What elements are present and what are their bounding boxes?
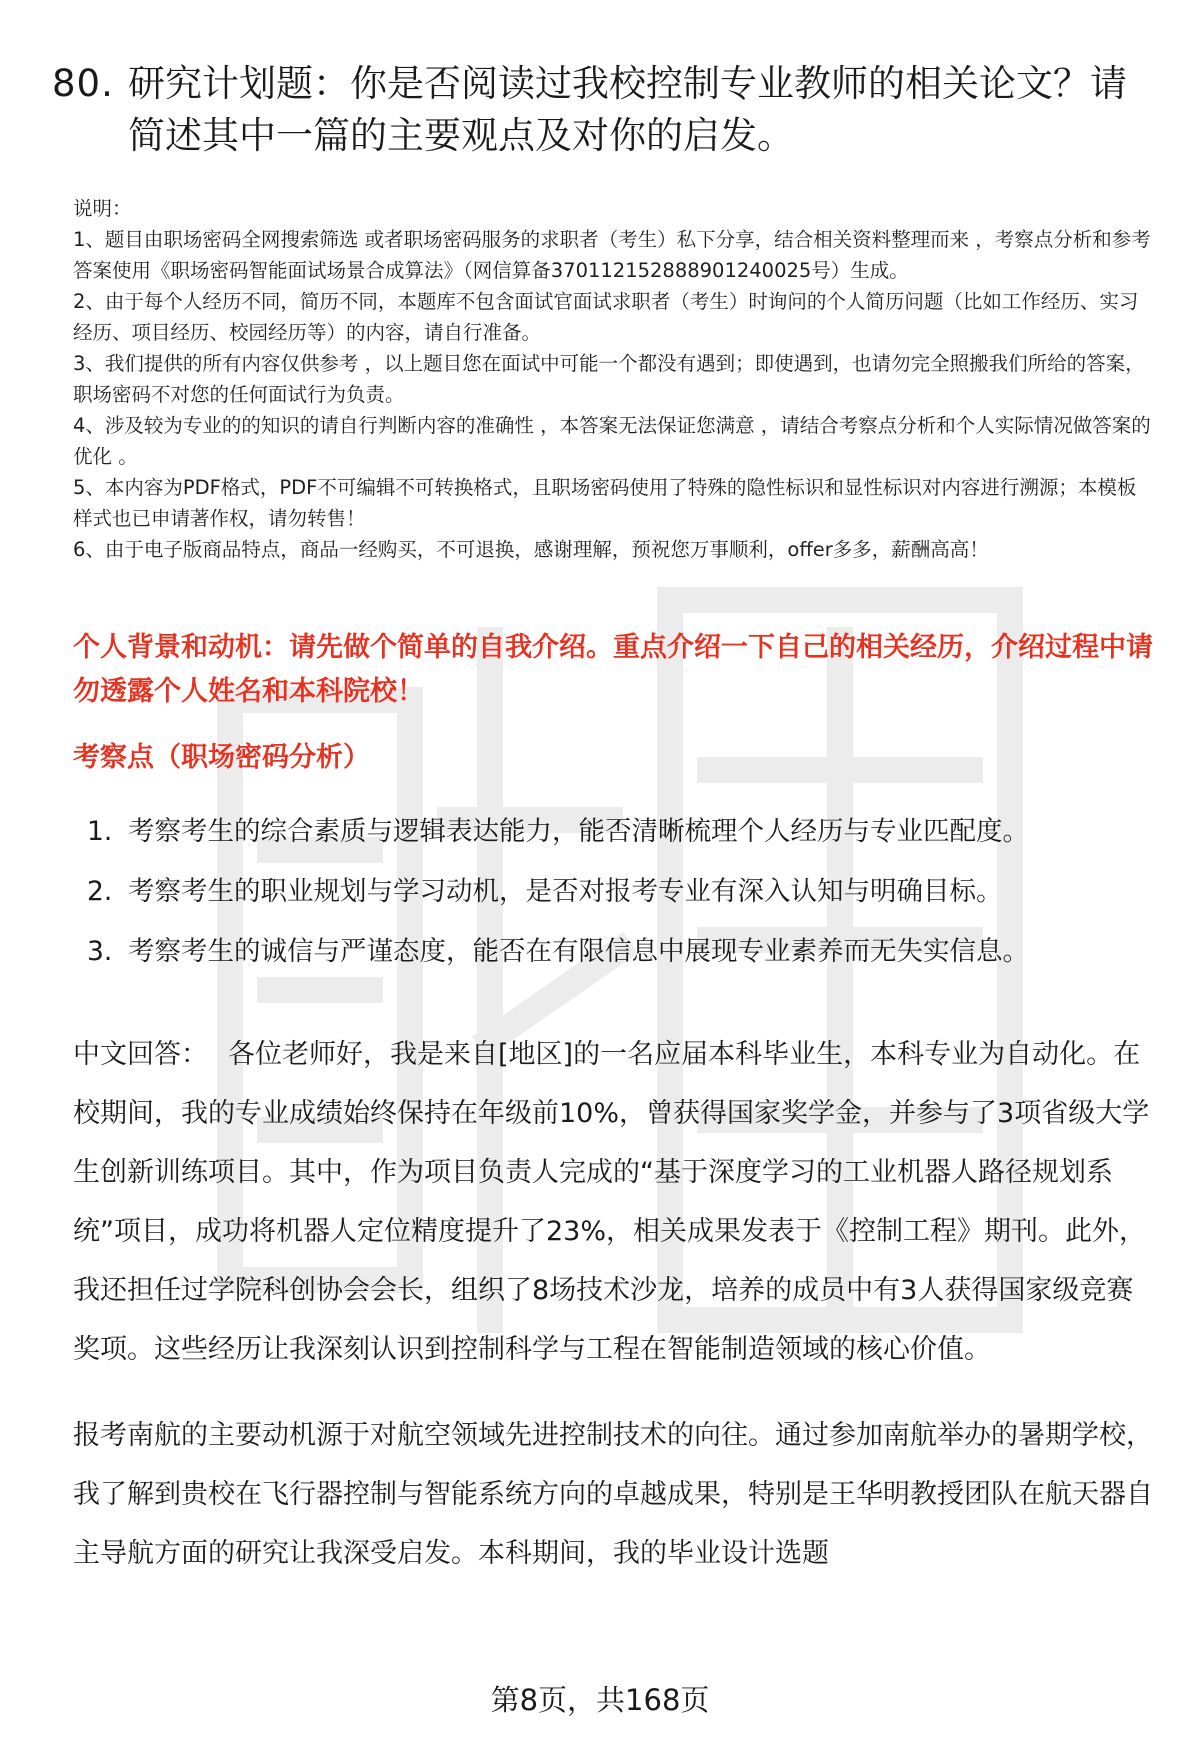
- exam-point-index: 3.: [87, 936, 113, 967]
- notes-item: 6、由于电子版商品特点，商品一经购买，不可退换，感谢理解，预祝您万事顺利，offer多多，薪酬高高！: [73, 538, 989, 561]
- answer-section: [73, 1025, 1155, 1583]
- answer-paragraph-2: 报考南航的主要动机源于对航空领域先进控制技术的向往。通过参加南航举办的暑期学校，我了解到贵校在飞行器控制与智能系统方向的卓越成果，特别是王华明教授团队在航天器自主导航方面的研究让我深受启发。本科期间，我的毕业设计选题: [73, 1420, 1153, 1569]
- notes-item: 1、题目由职场密码全网搜索筛选 或者职场密码服务的求职者（考生）私下分享，结合相关资料整理而来 ，考察点分析和参考答案使用《职场密码智能面试场景合成算法》（网信算备370112152888901240025号）生成。: [73, 228, 1151, 282]
- exam-point-item: [73, 812, 1153, 872]
- exam-points-list: [73, 812, 1153, 992]
- background-question: 个人背景和动机：请先做个简单的自我介绍。重点介绍一下自己的相关经历，介绍过程中请勿透露个人姓名和本科院校！: [73, 632, 1153, 707]
- answer-paragraph-1: [73, 1025, 1155, 1379]
- answer-label: 中文回答：: [73, 1039, 208, 1070]
- exam-point-item: [73, 932, 1153, 992]
- notes-section: [73, 193, 1153, 565]
- answer-text-1: 各位老师好，我是来自[地区]的一名应届本科毕业生，本科专业为自动化。在校期间，我的专业成绩始终保持在年级前10%，曾获得国家奖学金，并参与了3项省级大学生创新训练项目。其中，作为项目负责人完成的“基于深度学习的工业机器人路径规划系统”项目，成功将机器人定位精度提升了23%，相关成果发表于《控制工程》期刊。此外，我还担任过学院科创协会会长，组织了8场技术沙龙，培养的成员中有3人获得国家级竞赛奖项。这些经历让我深刻认识到控制科学与工程在智能制造领域的核心价值。: [73, 1039, 1150, 1365]
- notes-item: 3、我们提供的所有内容仅供参考 ，以上题目您在面试中可能一个都没有遇到；即使遇到，也请勿完全照搬我们所给的答案，职场密码不对您的任何面试行为负责。: [73, 352, 1145, 406]
- page-number-footer: 第8页，共168页: [490, 1683, 710, 1717]
- notes-item: 5、本内容为PDF格式，PDF不可编辑不可转换格式，且职场密码使用了特殊的隐性标识和显性标识对内容进行溯源；本模板样式也已申请著作权，请勿转售！: [73, 476, 1137, 530]
- exam-point-index: 2.: [87, 876, 113, 907]
- notes-heading: 说明：: [73, 197, 132, 220]
- exam-points-heading: 考察点（职场密码分析）: [73, 742, 370, 773]
- question-title: [52, 58, 1152, 162]
- notes-item: 2、由于每个人经历不同，简历不同，本题库不包含面试官面试求职者（考生）时询问的个人简历问题（比如工作经历、实习经历、项目经历、校园经历等）的内容，请自行准备。: [73, 290, 1139, 344]
- exam-point-item: [73, 872, 1153, 932]
- question-number: 80.: [52, 62, 114, 105]
- exam-point-text: 考察考生的职业规划与学习动机，是否对报考专业有深入认知与明确目标。: [128, 876, 1003, 907]
- exam-point-index: 1.: [87, 816, 113, 847]
- notes-item: 4、涉及较为专业的的知识的请自行判断内容的准确性 ，本答案无法保证您满意 ，请结合考察点分析和个人实际情况做答案的优化 。: [73, 414, 1151, 468]
- exam-point-text: 考察考生的综合素质与逻辑表达能力，能否清晰梳理个人经历与专业匹配度。: [128, 816, 1029, 847]
- question-text: 研究计划题：你是否阅读过我校控制专业教师的相关论文？请简述其中一篇的主要观点及对你的启发。: [128, 62, 1127, 157]
- exam-point-text: 考察考生的诚信与严谨态度，能否在有限信息中展现专业素养而无失实信息。: [128, 936, 1029, 967]
